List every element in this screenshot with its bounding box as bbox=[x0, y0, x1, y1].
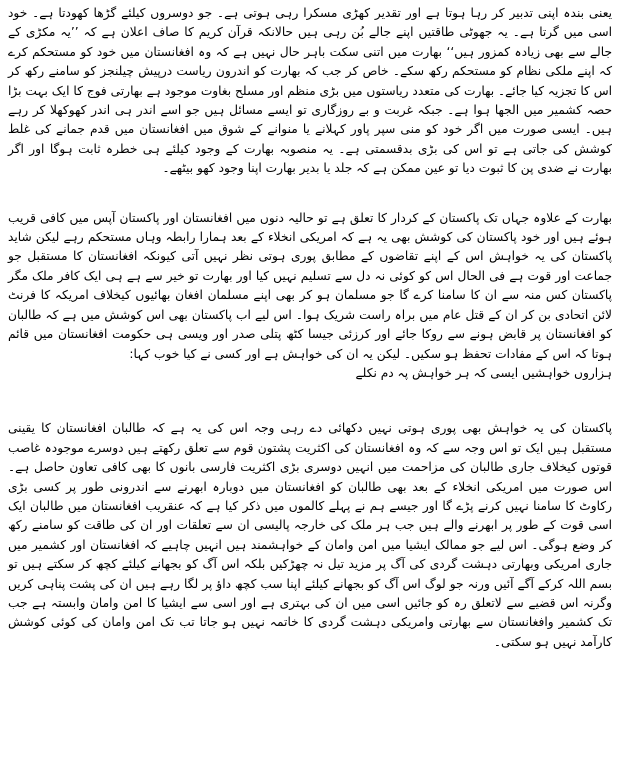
article-paragraph-3: پاکستان کی یہ خواہش بھی پوری ہوتی نہیں دکھائی دے رہی وجہ اس کی یہ ہے کہ طالبان افغانستان کا یقینی مستقبل ہیں ایک تو اس وجہ سے کہ وہ افغانستان کی اکثریت پشتون قوم سے تعلق رکھتے ہیں دوسرے موجودہ غاصب قوتوں کیخلاف جاری طالبان کی مزاحمت میں انہیں دوسری بڑی اکثریت فارسی بانوں کا بھی کافی تعاون حاصل ہے۔ اس صورت میں امریکی انخلاء کے بعد بھی طالبان کو افغانستان میں دوبارہ ابھرنے سے اندرونی طور پر کسی بڑی رکاوٹ کا سامنا نہیں کرنے پڑے گا اور جیسے ہم نے پہلے کالموں میں ذکر کیا ہے کہ عنقریب افغانستان میں طالبان ایک اسی قوت کے طور پر ابھرنے والے ہیں جب ہر ملک کی خارجہ پالیسی ان سے تعلقات اور ان کی طاقت کو سامنے رکھ کر وضع ہوگی۔ اس لیے جو ممالک ایشیا میں امن وامان کے خواہشمند ہیں انہیں چاہیے کہ افغانستان اور کشمیر میں جاری امریکی وبھارتی دہشت گردی کی آگ پر مزید تیل نہ چھڑکیں بلکہ اس آگ کو بجھانے کیلئے کچھ کر سکتے ہیں تو بسم اللہ کرکے آگے آئیں ورنہ جو لوگ اس آگ کو بجھانے کیلئے اپنا سب کچھ داؤ پر لگا رہے ہیں ان کی پشت پناہی کریں وگرنہ اس قضیے سے لاتعلق رہ کو جائیں اسی میں ان کی بہتری ہے اور اسی سے ایشیا کا امن وامان وابستہ ہے جب تک کشمیر وافغانستان سے بھارتی وامریکی دہشت گردی کا خاتمہ نہیں ہو جاتا تب تک امن وامان کی کوئی کوشش کارآمد نہیں ہو سکتی۔ bbox=[8, 421, 612, 649]
article-paragraph-2: بھارت کے علاوہ جہاں تک پاکستان کے کردار کا تعلق ہے تو حالیہ دنوں میں افغانستان اور پاکستان آپس میں کافی قریب ہوئے ہیں اور خود پاکستان کی کوشش بھی یہ ہے کہ امریکی انخلاء کے بعد ہمارا رابطہ وہاں مستحکم رہے لیکن شاید پاکستان کی یہ خواہش اس کے اپنے تقاضوں کے مطابق پوری ہوتی نظر نہیں آتی کیونکہ افغانستان کا مستقبل جو جماعت اور قوت ہے فی الحال اس کو کوئی نہ دل سے تسلیم نہیں کیا اور بھارت تو خیر سے ہے ہی ایک کافر ملک مگر پاکستان کس منہ سے ان کا سامنا کرے گا جو مسلمان ہو کر بھی اپنے مسلمان افغان بھائیوں کیخلاف امریکہ کا فرنٹ لائن اتحادی بن کر ان کے قتل عام میں براہ راست شریک ہوا۔ اس لیے اب پاکستان بھی اس کوشش میں ہے کہ طالبان کو افغانستان پر قابض ہونے سے روکا جائے اور کرزئی جیسا کٹھ پتلی صدر اور ویسی ہی حکومت افغانستان میں قائم ہوتا کہ اس کے مفادات تحفظ ہو سکیں۔ لیکن یہ ان کی خواہش ہے اور کسی نے کیا خوب کہا: bbox=[8, 210, 612, 361]
article-paragraph-1: یعنی بندہ اپنی تدبیر کر رہا ہوتا ہے اور تقدیر کھڑی مسکرا رہی ہوتی ہے۔ جو دوسروں کیلئے گڑھا کھودتا ہے۔ خود اسی میں گرتا ہے۔ یہ جھوٹی طاقتیں اپنے جالے بُن رہی ہیں حالانکہ قرآن کریم کا صاف اعلان ہے کہ ’’یہ مکڑی کے جالے سے بھی زیادہ کمزور ہیں‘‘ بھارت میں اتنی سکت باہر حال نہیں ہے کہ وہ افغانستان میں خود کو مستحکم کرے کہ اپنے ملکی نظام کو مستحکم رکھ سکے۔ خاص کر جب کہ بھارت کو اندرون ریاست درپیش چیلنجز کو سامنے رکھ کر اس کا تجزیہ کیا جائے۔ بھارت کی متعدد ریاستوں میں بڑی منظم اور مسلح بغاوت موجود ہے بھارتی فوج کا ایک بہت بڑا حصہ کشمیر میں الجھا ہوا ہے۔ جبکہ غربت و بے روزگاری تو ایسے مسائل ہیں جو اسے اندر ہی اندر کھوکھلا کر رہے ہیں۔ ایسی صورت میں اگر خود کو منی سپر پاور کہلانے یا منوانے کے شوق میں افغانستان میں قدم جمانے کی غلط کوشش کی جاتی ہے تو اس کی بڑی بدقسمتی ہے۔ یہ منصوبہ بھارت کے وجود کیلئے ہی خطرہ ثابت ہوگا اور اگر بھارت نے ضدی پن کا ثبوت دیا تو عین ممکن ہے کہ جلد یا بدیر بھارت اپنا وجود کھو بیٹھے۔ bbox=[8, 6, 612, 176]
poetry-verse: ہزاروں خواہشیں ایسی کہ ہر خواہش پہ دم نکلے bbox=[355, 365, 612, 380]
